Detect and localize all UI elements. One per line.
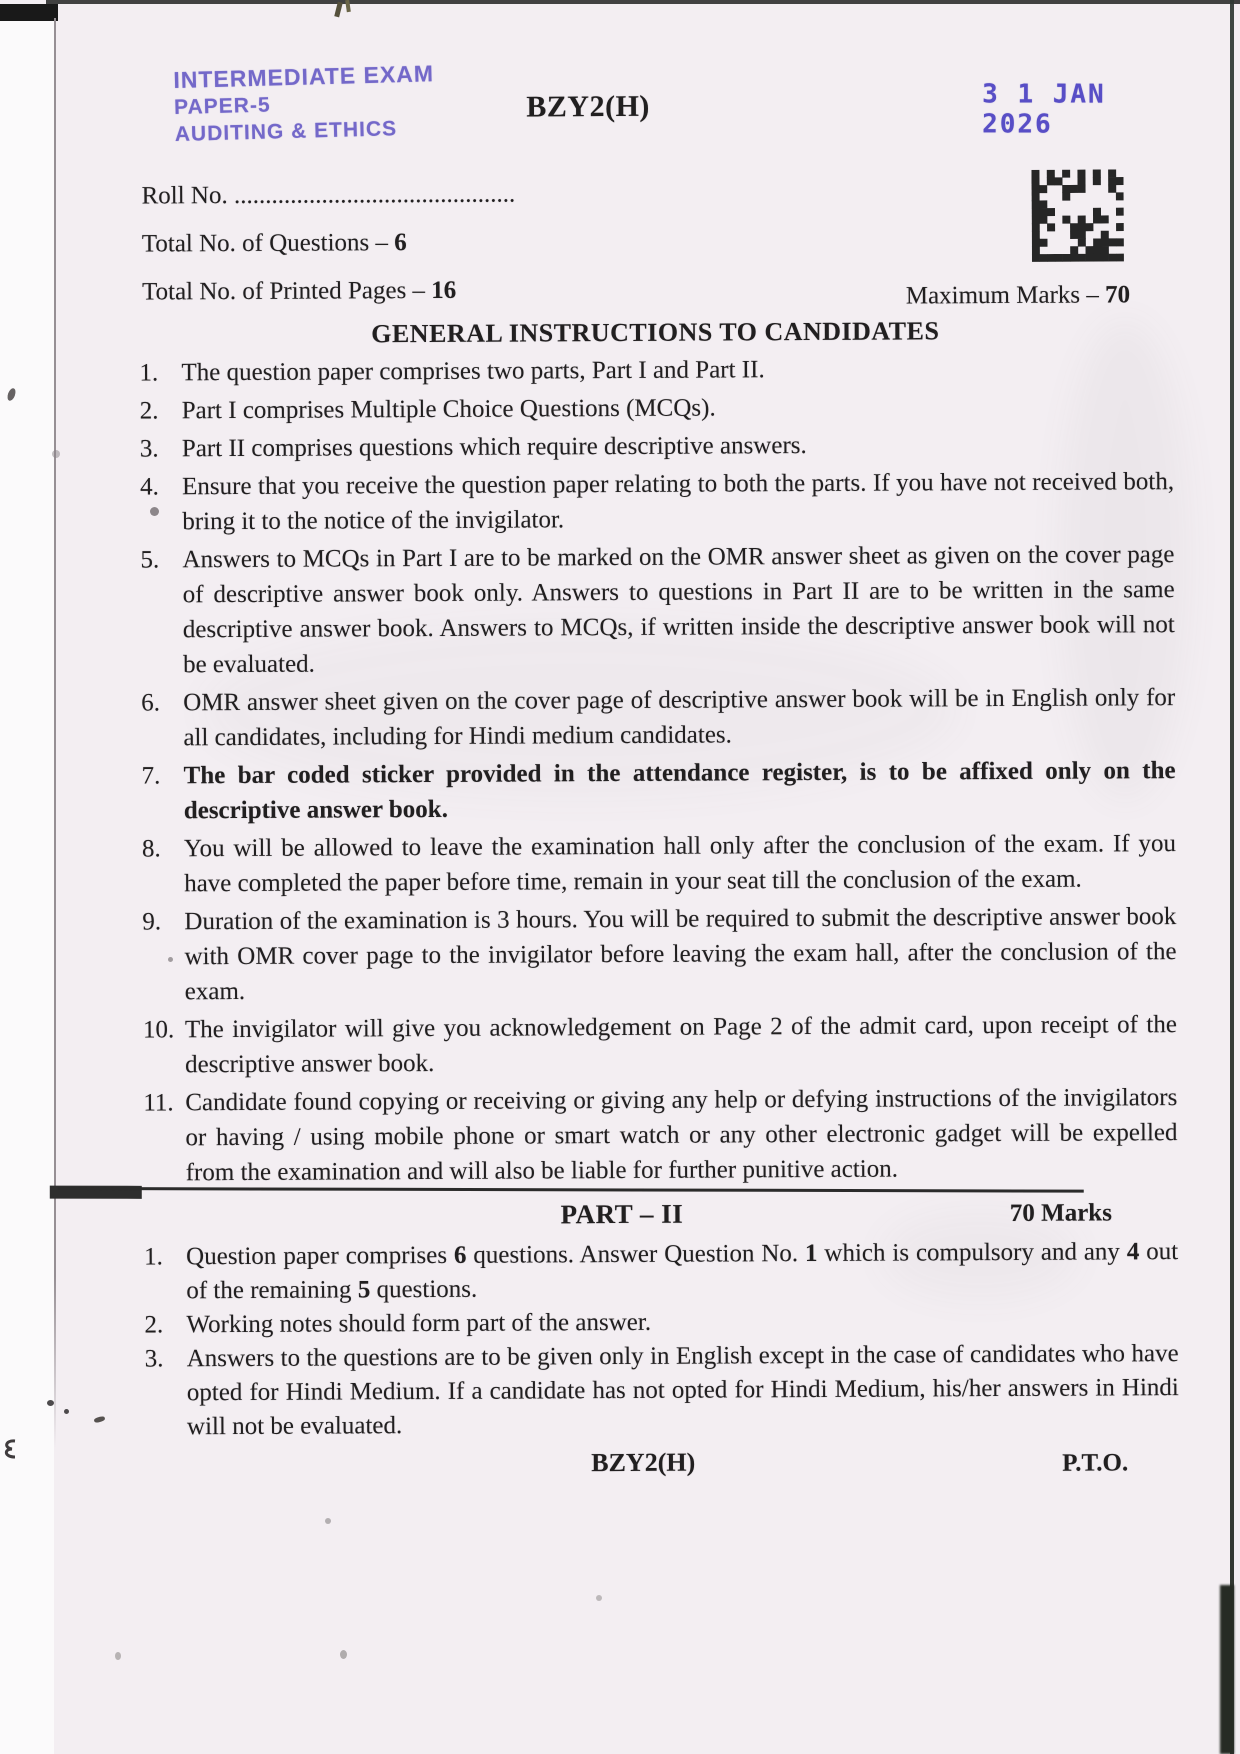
instruction-item	[140, 826, 1176, 901]
exam-stamp	[173, 60, 436, 148]
part2-heading: PART – II	[560, 1198, 684, 1230]
total-pages-line: Total No. of Printed Pages – 16	[142, 276, 457, 306]
part2-marks: 70 Marks	[1009, 1199, 1112, 1227]
item-number: 1.	[144, 1243, 163, 1271]
item-text: The bar coded sticker provided in the attendance register, is to be affixed only on the descriptive answer book.	[183, 757, 1176, 825]
item-number: 1.	[139, 359, 159, 387]
instruction-item	[138, 464, 1174, 539]
instruction-item	[143, 1337, 1180, 1444]
instruction-item	[141, 1080, 1178, 1190]
footer-paper-code: BZY2(H)	[591, 1447, 696, 1478]
instruction-item	[140, 753, 1176, 828]
instructions-heading: GENERAL INSTRUCTIONS TO CANDIDATES	[371, 316, 940, 349]
instruction-item	[141, 1007, 1177, 1082]
item-text: Part II comprises questions which require descriptive answers.	[181, 432, 807, 463]
roll-no-line: Roll No. .............................................	[141, 180, 516, 210]
footer-pto: P.T.O.	[1062, 1449, 1129, 1477]
total-questions-line: Total No. of Questions – 6	[141, 229, 407, 258]
item-number: 4.	[140, 473, 159, 501]
instruction-item	[138, 426, 1174, 466]
item-number: 3.	[144, 1345, 164, 1373]
item-number: 11.	[143, 1089, 174, 1117]
item-number: 2.	[139, 397, 159, 425]
item-text: Part I comprises Multiple Choice Questions (MCQs).	[181, 394, 716, 425]
datamatrix-barcode	[1031, 169, 1123, 261]
item-text: Working notes should form part of the answer.	[186, 1308, 652, 1339]
item-number: 3.	[139, 435, 159, 463]
item-number: 10.	[142, 1016, 175, 1044]
item-text: OMR answer sheet given on the cover page of descriptive answer book will be in English only for all candidates, including for Hindi medium candidates.	[183, 684, 1176, 752]
instruction-item	[142, 1235, 1178, 1308]
item-number: 7.	[141, 762, 161, 790]
instruction-item	[137, 350, 1173, 390]
item-text: You will be allowed to leave the examination hall only after the conclusion of the exam. If you have completed the paper before time, remain in your seat till the conclusion of the exam.	[183, 830, 1177, 898]
item-text: The invigilator will give you acknowledgement on Page 2 of the admit card, upon receipt of the descriptive answer book.	[184, 1011, 1177, 1079]
maximum-marks-line: Maximum Marks – 70	[905, 281, 1131, 310]
date-stamp: 3 1 JAN 2026	[982, 79, 1106, 140]
stamp-paper-number: PAPER-5	[173, 93, 271, 120]
instruction-item	[139, 680, 1175, 755]
item-text: Answers to the questions are to be given only in English except in the case of candidates who have opted for Hindi Medium. If a candidate has not opted for Hindi Medium, his/her answers in Hindi will not be evaluated.	[186, 1340, 1179, 1441]
item-number: 9.	[142, 908, 162, 936]
item-text: Duration of the examination is 3 hours. You will be required to submit the descriptive answer book with OMR cover page to the invigilator before leaving the exam hall, after the conclusion of the exam.	[184, 903, 1177, 1006]
item-number: 2.	[144, 1311, 164, 1339]
item-number: 5.	[140, 546, 160, 574]
general-instructions-list	[137, 350, 1177, 1193]
paper-code-title: BZY2(H)	[526, 89, 650, 124]
item-text: Answers to MCQs in Part I are to be marked on the OMR answer sheet as given on the cover page of descriptive answer book only. Answers to questions in Part II are to be written in the same descriptive answer book. Answers to MCQs, if written inside the descriptive answer book will not be evaluated.	[182, 541, 1175, 679]
part2-instructions-list	[142, 1235, 1179, 1444]
item-text: Question paper comprises 6 questions. Answer Question No. 1 which is compulsory and any 4 out of the remaining 5 questions.	[186, 1238, 1179, 1305]
instruction-item	[140, 899, 1177, 1009]
stamp-exam-name: INTERMEDIATE EXAM	[173, 60, 435, 94]
item-number: 8.	[141, 835, 161, 863]
item-text: Ensure that you receive the question paper relating to both the parts. If you have not received both, bring it to the notice of the invigilator.	[182, 468, 1175, 536]
item-number: 6.	[141, 689, 161, 717]
instruction-item	[142, 1303, 1178, 1342]
stamp-subject: AUDITING & ETHICS	[174, 117, 398, 147]
instruction-item	[138, 537, 1175, 682]
instruction-item	[138, 388, 1174, 428]
item-text: Candidate found copying or receiving or giving any help or defying instructions of the invigilators or having / using mobile phone or smart watch or any other electronic gadget will be expelled from the examination and will also be liable for further punitive action.	[185, 1084, 1178, 1187]
item-text: The question paper comprises two parts, Part I and Part II.	[181, 356, 765, 387]
